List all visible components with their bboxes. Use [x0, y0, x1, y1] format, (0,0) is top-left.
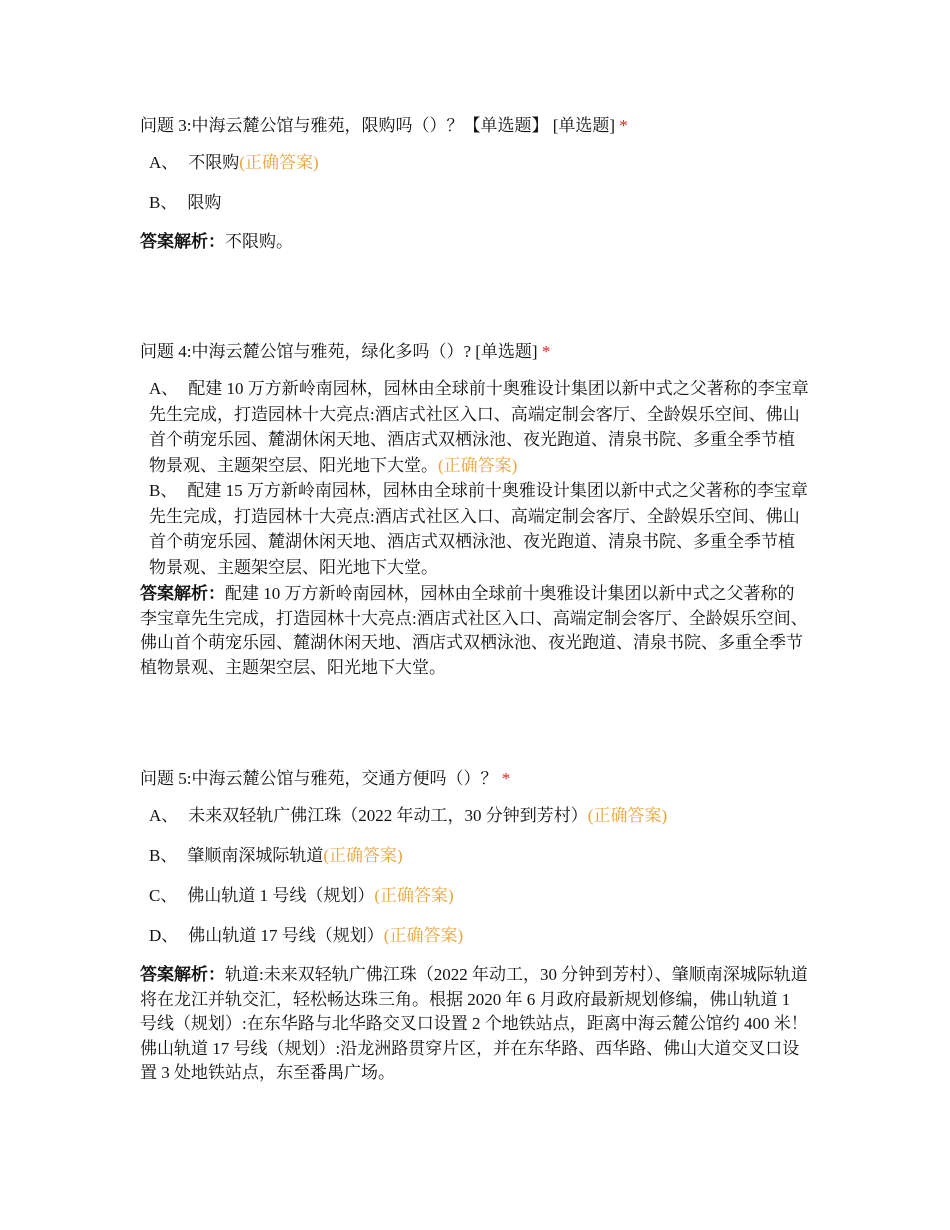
- option-text: 限购: [187, 193, 222, 212]
- correct-answer-badge: (正确答案): [323, 846, 403, 865]
- option-letter: A、: [149, 379, 179, 398]
- option-b: [140, 843, 810, 869]
- correct-answer-badge: (正确答案): [438, 455, 518, 475]
- option-text: 未来双轻轨广佛江珠（2022 年动工，30 分钟到芳村）: [188, 806, 588, 825]
- option-letter: C、: [149, 886, 178, 905]
- option-d: [140, 923, 810, 949]
- option-a: [140, 376, 810, 478]
- analysis-text: 不限购。: [225, 232, 293, 251]
- option-text: 配建 10 万方新岭南园林，园林由全球前十奥雅设计集团以新中式之父著称的李宝章先生完成，打造园林十大亮点:酒店式社区入口、高端定制会客厅、全龄娱乐空间、佛山首个萌宠乐园、麓湖休闲天地、酒店式双栖泳池、夜光跑道、清泉书院、多重全季节植物景观、主题架空层、阳光地下大堂。: [149, 379, 809, 475]
- option-letter: D、: [149, 926, 179, 945]
- required-mark: *: [501, 769, 511, 788]
- question-4: [140, 340, 810, 680]
- question-5: [140, 767, 810, 1086]
- question-title: 问题 5:中海云麓公馆与雅苑，交通方便吗（）？ *: [140, 769, 511, 788]
- correct-answer-badge: (正确答案): [374, 886, 454, 905]
- option-letter: A、: [149, 153, 179, 172]
- option-a: [140, 150, 810, 176]
- correct-answer-badge: (正确答案): [383, 926, 464, 945]
- option-c: [140, 883, 810, 909]
- option-b: [140, 478, 810, 580]
- analysis-label: 答案解析：: [140, 232, 225, 251]
- option-letter: A、: [149, 806, 179, 825]
- option-text: 不限购: [188, 153, 240, 172]
- required-mark: *: [619, 116, 628, 135]
- option-letter: B、: [149, 846, 178, 865]
- option-letter: B、: [149, 193, 178, 212]
- option-b: [140, 190, 810, 216]
- option-text: 肇顺南深城际轨道: [187, 846, 324, 865]
- option-text: 佛山轨道 1 号线（规划）: [187, 886, 375, 905]
- question-title: 问题 3:中海云麓公馆与雅苑，限购吗（）？【单选题】 [单选题] *: [140, 116, 628, 135]
- analysis-text: 轨道:未来双轻轨广佛江珠（2022 年动工，30 分钟到芳村）、肇顺南深城际轨道将在龙江并轨交汇，轻松畅达珠三角。根据 2020 年 6 月政府最新规划修编，佛山轨道 1 号线（规划）:在东华路与北华路交叉口设置 2 个地铁站点，距离中海云麓公馆约 400 米！佛山轨道 17 号线（规划）:沿龙洲路贯穿片区，并在东华路、西华路、佛山大道交叉口设置 3 处地铁站点，东至番禺广场。: [140, 965, 808, 1082]
- answer-analysis: [140, 963, 810, 1086]
- answer-analysis: [140, 230, 810, 255]
- analysis-label: 答案解析：: [140, 965, 225, 984]
- option-letter: B、: [149, 481, 178, 500]
- option-text: 佛山轨道 17 号线（规划）: [188, 926, 384, 945]
- required-mark: *: [541, 342, 551, 361]
- option-a: [140, 803, 810, 829]
- question-title: 问题 4:中海云麓公馆与雅苑，绿化多吗（）? [单选题] *: [140, 342, 551, 361]
- answer-analysis: [140, 582, 810, 680]
- correct-answer-badge: (正确答案): [239, 153, 319, 172]
- analysis-label: 答案解析：: [140, 584, 225, 603]
- analysis-text: 配建 10 万方新岭南园林，园林由全球前十奥雅设计集团以新中式之父著称的李宝章先生完成，打造园林十大亮点:酒店式社区入口、高端定制会客厅、全龄娱乐空间、佛山首个萌宠乐园、麓湖休闲天地、酒店式双栖泳池、夜光跑道、清泉书院、多重全季节植物景观、主题架空层、阳光地下大堂。: [140, 584, 808, 677]
- correct-answer-badge: (正确答案): [587, 806, 668, 825]
- question-3: [140, 114, 810, 255]
- option-text: 配建 15 万方新岭南园林，园林由全球前十奥雅设计集团以新中式之父著称的李宝章先生完成，打造园林十大亮点:酒店式社区入口、高端定制会客厅、全龄娱乐空间、佛山首个萌宠乐园、麓湖休闲天地、酒店式双栖泳池、夜光跑道、清泉书院、多重全季节植物景观、主题架空层、阳光地下大堂。: [149, 481, 808, 577]
